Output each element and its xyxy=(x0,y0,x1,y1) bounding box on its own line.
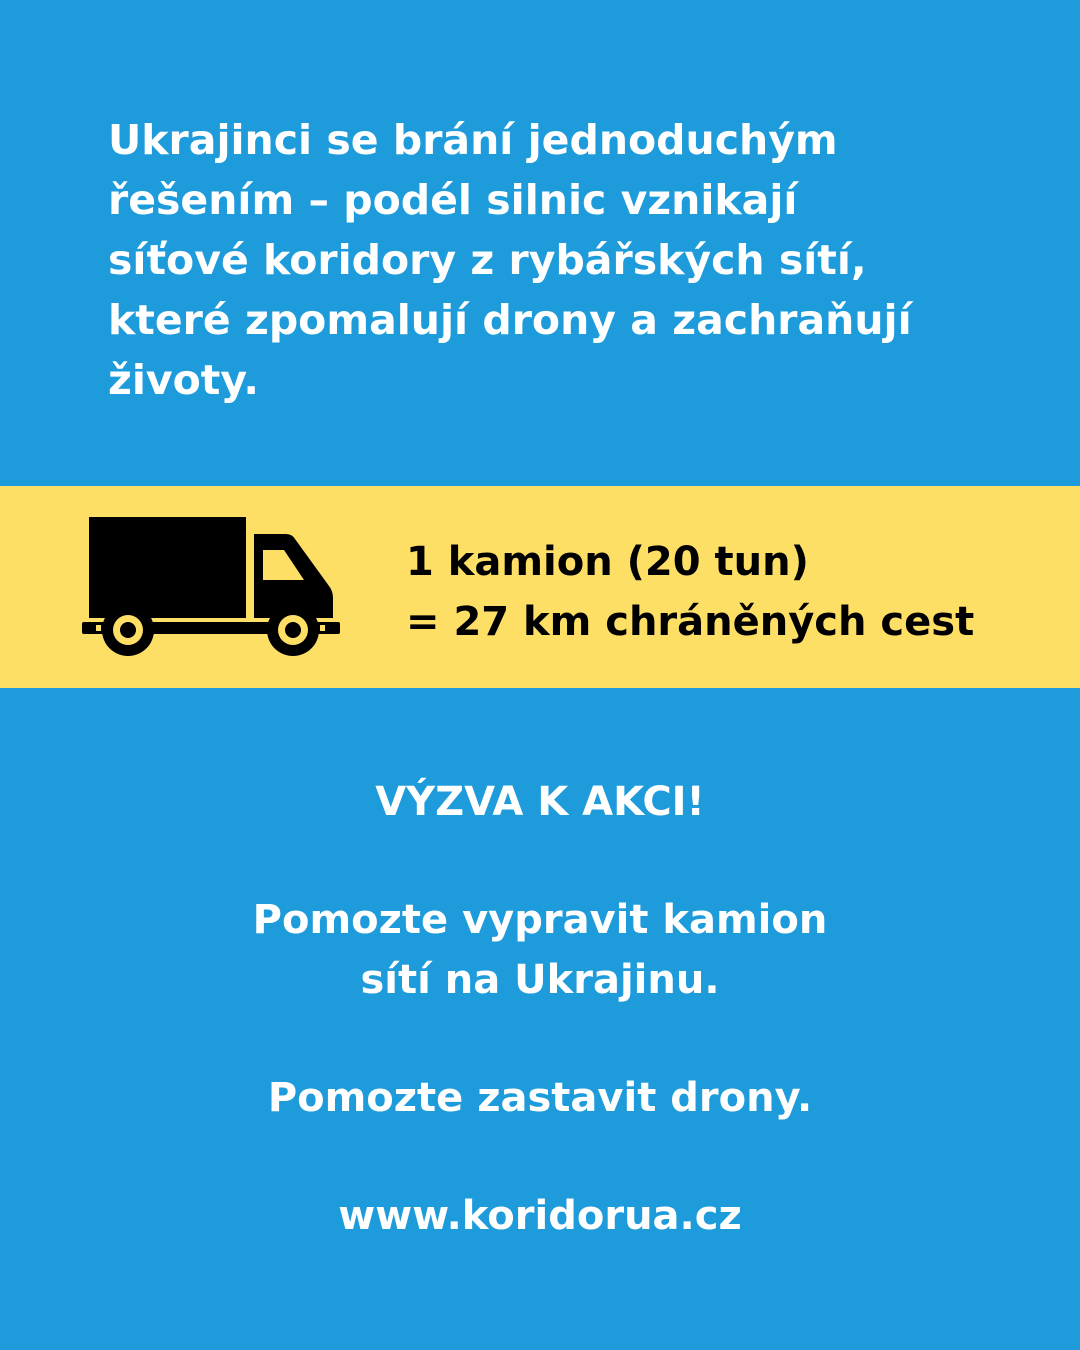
protected-roads-line: = 27 km chráněných cest xyxy=(406,599,975,645)
truck-icon xyxy=(80,512,344,658)
truck-capacity-line: 1 kamion (20 tun) xyxy=(406,539,809,585)
intro-line: životy. xyxy=(108,356,259,404)
intro-paragraph xyxy=(108,110,1008,410)
intro-line: které zpomalují drony a zachraňují xyxy=(108,296,912,344)
intro-line: Ukrajinci se brání jednoduchým xyxy=(108,116,838,164)
appeal-line: sítí na Ukrajinu. xyxy=(360,957,720,1003)
truck-capacity-text xyxy=(406,532,974,652)
intro-line: síťové koridory z rybářských sítí, xyxy=(108,236,867,284)
appeal-line: Pomozte vypravit kamion xyxy=(252,897,828,943)
cta-heading: VÝZVA K AKCI! xyxy=(375,779,705,825)
stop-drones-text: Pomozte zastavit drony. xyxy=(267,1075,813,1121)
appeal-text xyxy=(0,890,1080,1010)
intro-line: řešením – podél silnic vznikají xyxy=(108,176,798,224)
website-link[interactable]: www.koridorua.cz xyxy=(338,1193,742,1239)
